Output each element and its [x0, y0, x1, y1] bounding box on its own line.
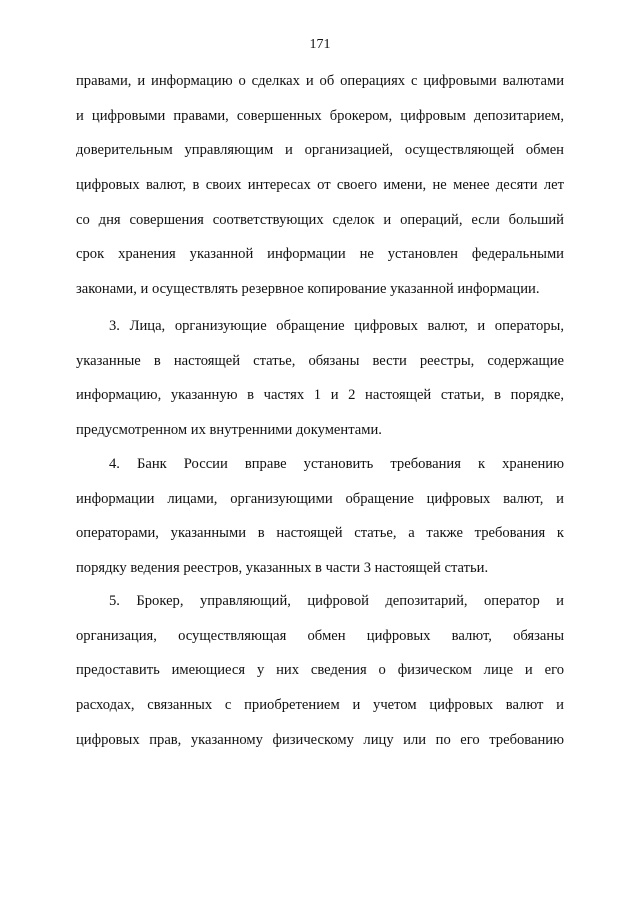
paragraph-1 — [76, 64, 564, 307]
paragraph-line: цифровых валют, в своих интересах от своего имени, не менее десяти лет — [76, 177, 564, 194]
paragraph-line: информацию, указанную в частях 1 и 2 настоящей статьи, в порядке, — [76, 387, 564, 404]
paragraph-line: предусмотренном их внутренними документами. — [76, 422, 382, 439]
page-number: 171 — [309, 37, 331, 52]
paragraph-line: правами, и информацию о сделках и об операциях с цифровыми валютами — [76, 73, 564, 89]
paragraph-4 — [76, 447, 564, 586]
paragraph-line: 3. Лица, организующие обращение цифровых валют, и операторы, — [109, 318, 564, 334]
paragraph-line: указанные в настоящей статье, обязаны вести реестры, содержащие — [76, 352, 564, 369]
paragraph-line: предоставить имеющиеся у них сведения о физическом лице и его — [76, 662, 564, 679]
paragraph-line: организация, осуществляющая обмен цифровых валют, обязаны — [76, 627, 564, 644]
paragraph-line: и цифровыми правами, совершенных брокером, цифровым депозитарием, — [76, 107, 564, 124]
paragraph-line: цифровых прав, указанному физическому лицу или по его требованию — [76, 731, 564, 748]
paragraph-line: 5. Брокер, управляющий, цифровой депозитарий, оператор и — [109, 593, 564, 609]
paragraph-line: доверительным управляющим и организацией, осуществляющей обмен — [76, 142, 564, 159]
paragraph-line: срок хранения указанной информации не установлен федеральными — [76, 246, 564, 263]
paragraph-line: порядку ведения реестров, указанных в части 3 настоящей статьи. — [76, 560, 489, 577]
paragraph-line: операторами, указанными в настоящей статье, а также требования к — [76, 525, 564, 542]
paragraph-line: со дня совершения соответствующих сделок и операций, если больший — [76, 211, 564, 228]
paragraph-line: информации лицами, организующими обращение цифровых валют, и — [76, 490, 564, 507]
paragraph-line: расходах, связанных с приобретением и учетом цифровых валют и — [76, 697, 564, 714]
paragraph-3 — [76, 309, 564, 448]
paragraph-line: законами, и осуществлять резервное копирование указанной информации. — [76, 281, 540, 298]
paragraph-5 — [76, 584, 564, 757]
paragraph-line: 4. Банк России вправе установить требования к хранению — [109, 456, 564, 472]
